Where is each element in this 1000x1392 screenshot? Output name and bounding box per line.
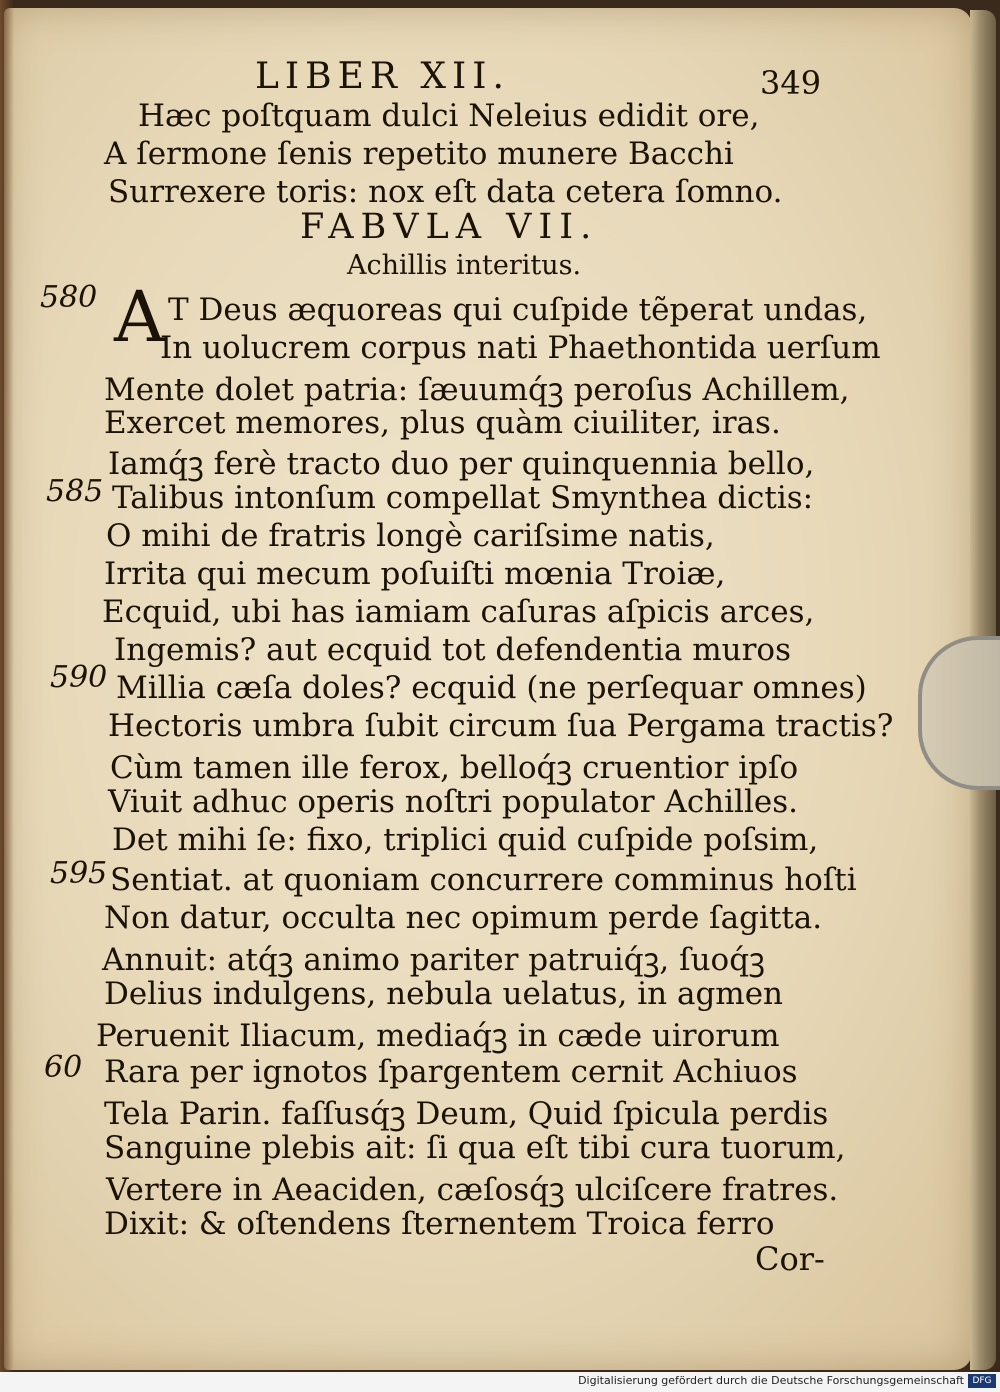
drop-capital: A [114,276,165,358]
opening-line: Hæc poſtquam dulci Neleius edidit ore, [138,98,760,134]
verse-line: Non datur, occulta nec opimum perde ſagitta. [104,900,823,936]
verse-line: Cùm tamen ille ferox, belloq́ꝫ cruentior ipſo [110,750,799,786]
line-number: 590 [50,660,108,695]
verse-line: Annuit: atq́ꝫ animo pariter patruiq́ꝫ, ſuoq́ꝫ [102,942,765,978]
verse-line: Millia cæſa doles? ecquid (ne perſequar omnes) [116,670,867,706]
verse-line: Exercet memores, plus quàm ciuiliter, iras. [104,405,781,441]
verse-line: Viuit adhuc operis noſtri populator Achilles. [108,784,798,820]
verse-line: Vertere in Aeaciden, cæſosq́ꝫ ulciſcere fratres. [106,1172,839,1208]
verse-line: Delius indulgens, nebula uelatus, in agmen [104,976,784,1012]
verse-line: Peruenit Iliacum, mediaq́ꝫ in cæde uirorum [96,1018,780,1054]
verse-line: T Deus æquoreas qui cuſpide tẽperat undas, [168,292,868,328]
dfg-logo: DFG [968,1374,996,1388]
verse-line: Rara per ignotos ſpargentem cernit Achiuos [104,1054,798,1090]
opening-line: Surrexere toris: nox eſt data cetera ſomno. [108,174,783,210]
verse-line: Tela Parin. faſſusq́ꝫ Deum, Quid ſpicula perdis [104,1096,829,1132]
verse-line: Mente dolet patria: ſæuumq́ꝫ peroſus Achillem, [104,372,850,408]
verse-line: Sanguine plebis ait: ſi qua eſt tibi cura tuorum, [104,1130,846,1166]
page-number: 349 [760,64,822,102]
line-number: 585 [46,474,104,509]
verse-line: Talibus intonſum compellat Smynthea dictis: [112,480,814,516]
verse-line: O mihi de fratris longè cariſsime natis, [106,518,715,554]
binding-shadow [0,0,14,1372]
opening-line: A ſermone ſenis repetito munere Bacchi [104,136,734,172]
running-head: LIBER XII. [255,56,510,97]
line-number: 60 [44,1050,83,1085]
fabula-heading: FABVLA VII. [300,207,599,247]
line-number: 580 [40,280,98,315]
line-number: 595 [50,856,108,891]
funding-credit: Digitalisierung gefördert durch die Deutsche Forschungsgemeinschaft [578,1374,964,1387]
catchword: Cor- [755,1240,825,1278]
verse-line: Det mihi ſe: fixo, triplici quid cuſpide poſsim, [112,822,819,858]
verse-line: Iamq́ꝫ ferè tracto duo per quinquennia bello, [108,446,815,482]
fabula-subtitle: Achillis interitus. [347,250,582,281]
verse-line: Ingemis? aut ecquid tot defendentia muros [114,632,792,668]
verse-line: Sentiat. at quoniam concurrere comminus hoſti [110,862,857,898]
verse-line: Dixit: & oſtendens ſternentem Troica ferro [104,1206,775,1242]
verse-line: Ecquid, ubi has iamiam caſuras aſpicis arces, [102,594,815,630]
verse-line: In uolucrem corpus nati Phaethontida uerſum [160,330,881,366]
book-clasp [918,636,1000,790]
verse-line: Hectoris umbra ſubit circum ſua Pergama tractis? [108,708,894,744]
verse-line: Irrita qui mecum poſuiſti mœnia Troiæ, [104,556,726,592]
